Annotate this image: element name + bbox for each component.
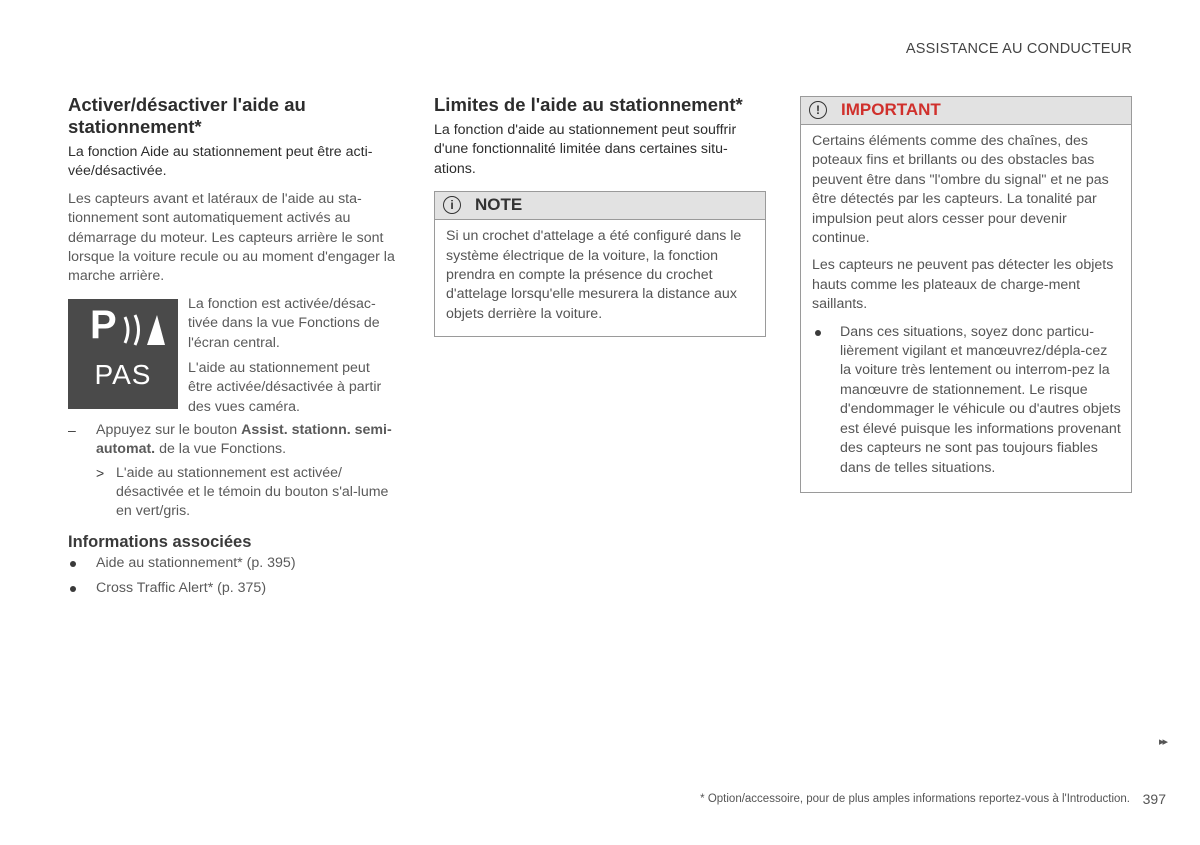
column-important: [800, 94, 1132, 493]
pas-icon-letter: P: [90, 302, 117, 347]
note-box: [434, 191, 766, 337]
result-item: [68, 464, 398, 522]
important-label: IMPORTANT: [841, 100, 941, 119]
important-bullet: [812, 323, 1121, 478]
icon-text-functions-view: La fonction est activée/désac-tivée dans la vue Fonctions de l'écran central.: [188, 295, 380, 351]
parking-pas-icon: [68, 299, 178, 409]
warning-icon: !: [809, 101, 827, 119]
bullet-icon: [70, 561, 76, 567]
result-text: L'aide au stationnement est activée/ désactivée et le témoin du bouton s'al-lume en vert/gris.: [116, 464, 389, 520]
bullet-icon: [70, 586, 76, 592]
section-heading-activate: Activer/désactiver l'aide au stationnement*: [68, 94, 306, 137]
related-link-parking-aid[interactable]: Aide au stationnement* (p. 395): [96, 554, 296, 571]
info-icon: i: [443, 196, 461, 214]
related-info: [68, 532, 398, 599]
intro-text: La fonction Aide au stationnement peut être acti-vée/désactivée.: [68, 144, 373, 180]
important-header: [801, 97, 1131, 125]
note-body: [435, 220, 765, 336]
sensor-waves-icon: [119, 313, 169, 349]
pas-icon-label: PAS: [94, 358, 152, 390]
important-bullet-text: Dans ces situations, soyez donc particu-lièrement vigilant et manœuvrez/dépla-cez la voiture très lentement ou interrom-pez la manœuvre de stationnement. Le risque d'endommager le véhicule ou d'autres objets est élevé puisque les informations provenant des capteurs ne sont pas toujours fiables dans de telles situations.: [840, 323, 1121, 476]
icon-block: [68, 295, 398, 417]
column-activate-parking-aid: [68, 94, 398, 605]
page-number: 397: [1142, 791, 1166, 807]
step-item: [68, 421, 398, 460]
step-text-after: de la vue Fonctions.: [155, 441, 287, 458]
page-header-title: ASSISTANCE AU CONDUCTEUR: [905, 41, 1132, 57]
step-button-name: Assist. stationn. semi-automat.: [96, 421, 392, 458]
limits-intro: La fonction d'aide au stationnement peut souffrir d'une fonctionnalité limitée dans certaines situ-ations.: [434, 122, 737, 177]
important-para-high-objects: Les capteurs ne peuvent pas détecter les objets hauts comme les plateaux de charge-ment saillants.: [812, 257, 1114, 313]
icon-text-camera-view: L'aide au stationnement peut être activée/désactivée à partir des vues caméra.: [188, 360, 382, 415]
footnote: * Option/accessoire, pour de plus amples informations reportez-vous à l'Introduction.: [700, 793, 1130, 805]
important-para-signal-shadow: Certains éléments comme des chaînes, des poteaux fins et brillants ou des obstacles bas peuvent être dans "l'ombre du signal" et ne pas être détectés par les capteurs. La tonalité par impulsion peut alors cesser pour devenir continue.: [812, 133, 1109, 247]
related-item[interactable]: [68, 554, 398, 573]
section-heading-limits: Limites de l'aide au stationnement*: [434, 94, 743, 115]
step-text: [96, 421, 398, 460]
note-label: NOTE: [475, 195, 523, 215]
step-dash-marker: –: [68, 421, 76, 438]
icon-description: [188, 295, 398, 423]
related-heading: Informations associées: [68, 532, 252, 551]
continue-arrow-icon: ▸▸: [1158, 736, 1166, 748]
sensors-paragraph: Les capteurs avant et latéraux de l'aide au sta-tionnement sont automatiquement activés au démarrage du moteur. Les capteurs arrière le sont lorsque la voiture recule ou au moment d'engager la marche arrière.: [68, 190, 395, 285]
column-limits: [434, 94, 766, 337]
related-link-cross-traffic[interactable]: Cross Traffic Alert* (p. 375): [96, 580, 267, 597]
related-item[interactable]: [68, 579, 398, 598]
bullet-icon: [815, 330, 821, 336]
note-text: Si un crochet d'attelage a été configuré dans le système électrique de la voiture, la fonction prendra en compte la présence du crochet d'attelage lorsqu'elle mesurera la distance aux objets derrière la voiture.: [446, 228, 742, 322]
important-body: [801, 125, 1131, 492]
result-marker: >: [96, 464, 105, 481]
important-box: [800, 96, 1132, 493]
step-text-before: Appuyez sur le bouton: [96, 421, 242, 438]
note-header: [435, 192, 765, 220]
